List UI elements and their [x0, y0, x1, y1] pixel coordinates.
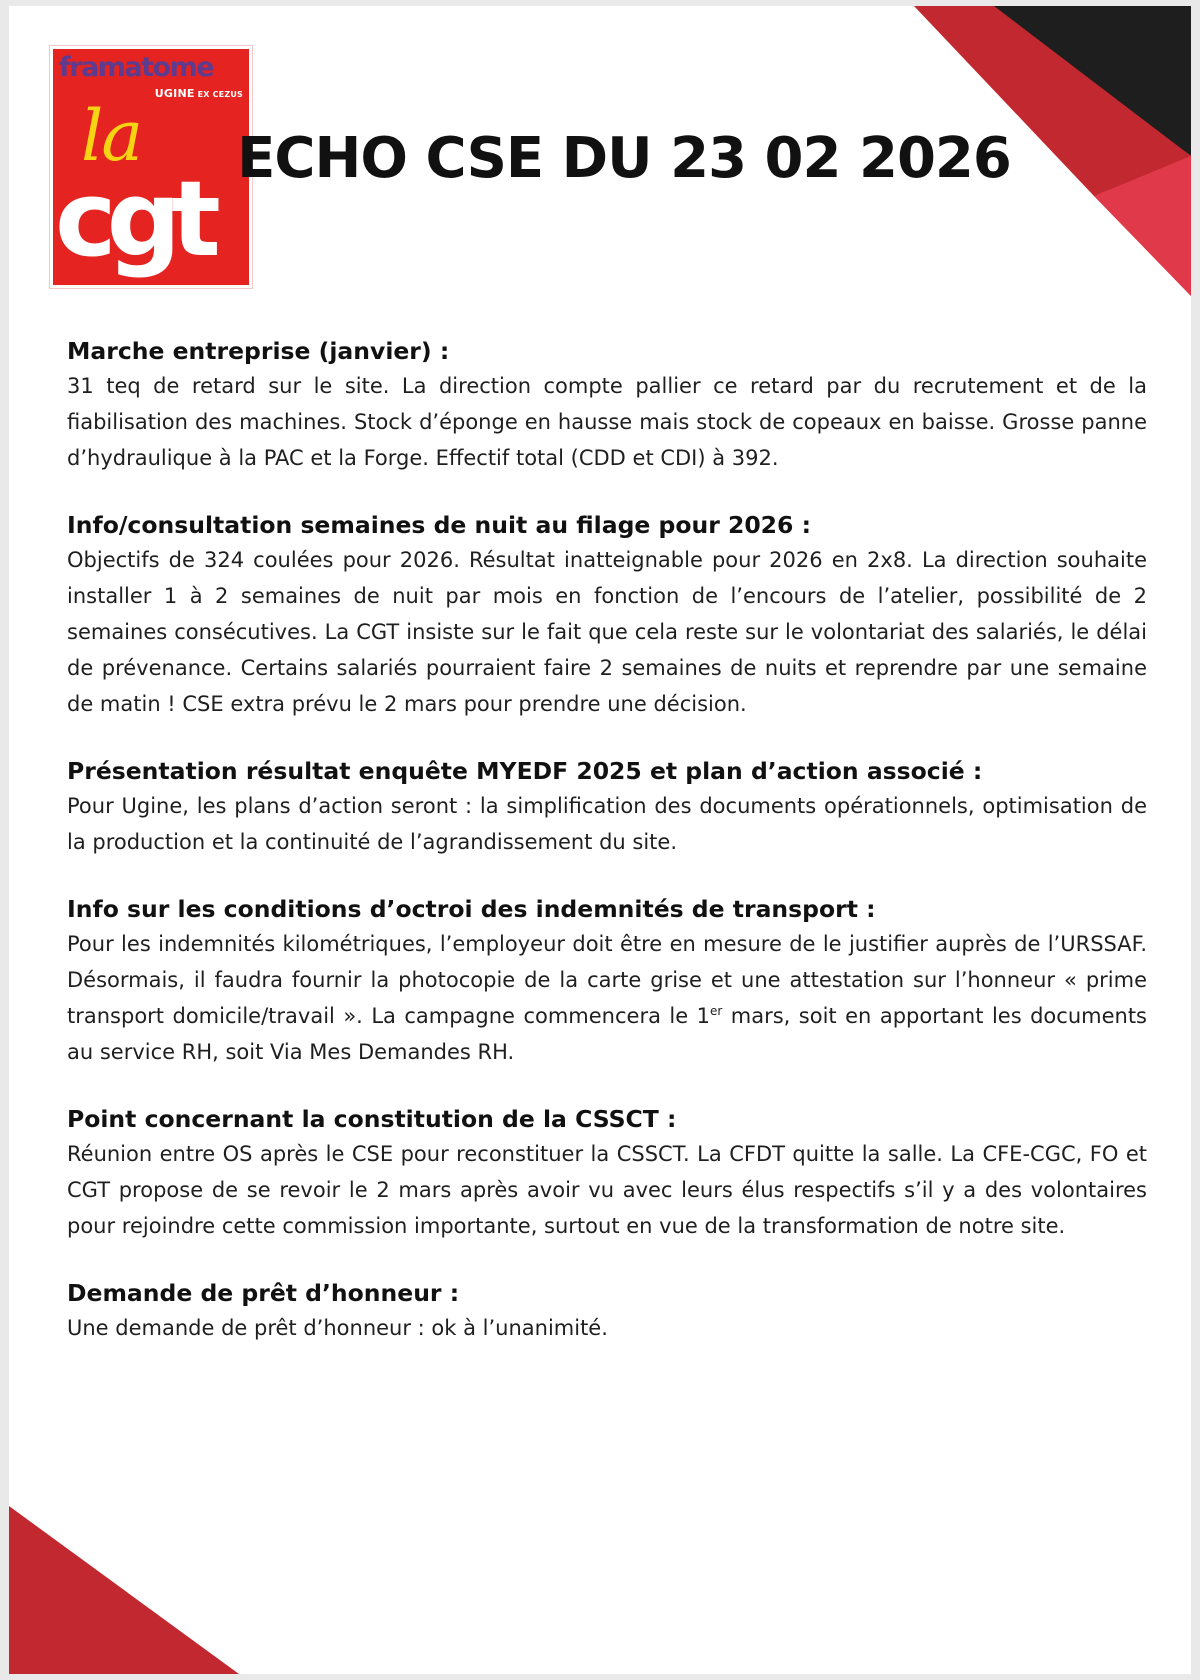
- logo-script-text: la: [81, 95, 142, 177]
- section-body: Réunion entre OS après le CSE pour reconstituer la CSSCT. La CFDT quitte la salle. La CFE-CGC, FO et CGT propose de se revoir le 2 mars après avoir vu avec leurs élus respectifs s’il y a des volontaires pour rejoindre cette commission importante, surtout en vue de la transformation de notre site.: [67, 1142, 1147, 1238]
- body-text-part-2: mars, soit en apportant les documents au service RH, soit Via Mes Demandes RH.: [67, 1004, 1147, 1064]
- section-heading: Présentation résultat enquête MYEDF 2025 et plan d’action associé :: [67, 757, 983, 785]
- section-body: Objectifs de 324 coulées pour 2026. Résultat inatteignable pour 2026 en 2x8. La direction souhaite installer 1 à 2 semaines de nuit par mois en fonction de l’encours de l’atelier, possibilité de 2 semaines consécutives. La CGT insiste sur le fait que cela reste sur le volontariat des salariés, le délai de prévenance. Certains salariés pourraient faire 2 semaines de nuits et reprendre par une semaine de matin ! CSE extra prévu le 2 mars pour prendre une décision.: [67, 548, 1147, 716]
- section-indemnites-transport: [67, 892, 1147, 1070]
- bottom-left-red-triangle: [9, 1506, 239, 1674]
- section-heading: Demande de prêt d’honneur :: [67, 1279, 460, 1307]
- section-body: Une demande de prêt d’honneur : ok à l’unanimité.: [67, 1316, 608, 1340]
- logo-union-text: cgt: [55, 158, 211, 280]
- logo-site-sub: EX CEZUS: [197, 90, 243, 99]
- section-body: Pour Ugine, les plans d’action seront : la simplification des documents opérationnels, optimisation de la production et la continuité de l’agrandissement du site.: [67, 794, 1147, 854]
- logo-site-text: [155, 87, 243, 100]
- section-heading: Point concernant la constitution de la CSSCT :: [67, 1105, 677, 1133]
- section-cssct: [67, 1102, 1147, 1244]
- section-semaines-de-nuit: [67, 508, 1147, 722]
- ordinal-superscript: er: [709, 1004, 723, 1018]
- section-heading: Info/consultation semaines de nuit au filage pour 2026 :: [67, 511, 811, 539]
- logo-site-name: UGINE: [154, 87, 195, 100]
- logo-brand-text: framatome: [59, 52, 214, 83]
- page-title: ECHO CSE DU 23 02 2026: [237, 126, 1011, 191]
- report-content: [67, 334, 1147, 1378]
- section-body: [67, 926, 1147, 1070]
- document-page: [9, 6, 1191, 1674]
- body-text-part-1: Pour les indemnités kilométriques, l’employeur doit être en mesure de le justifier auprès de l’URSSAF. Désormais, il faudra fournir la photocopie de la carte grise et une attestation sur l’honneur « prime transport domicile/travail ». La campagne commencera le 1: [67, 932, 1147, 1028]
- section-heading: Info sur les conditions d’octroi des indemnités de transport :: [67, 895, 876, 923]
- section-pret-honneur: [67, 1276, 1147, 1346]
- section-body: 31 teq de retard sur le site. La direction compte pallier ce retard par du recrutement et de la fiabilisation des machines. Stock d’éponge en hausse mais stock de copeaux en baisse. Grosse panne d’hydraulique à la PAC et la Forge. Effectif total (CDD et CDI) à 392.: [67, 374, 1147, 470]
- section-heading: Marche entreprise (janvier) :: [67, 337, 450, 365]
- section-marche-entreprise: [67, 334, 1147, 476]
- section-enquete-myedf: [67, 754, 1147, 860]
